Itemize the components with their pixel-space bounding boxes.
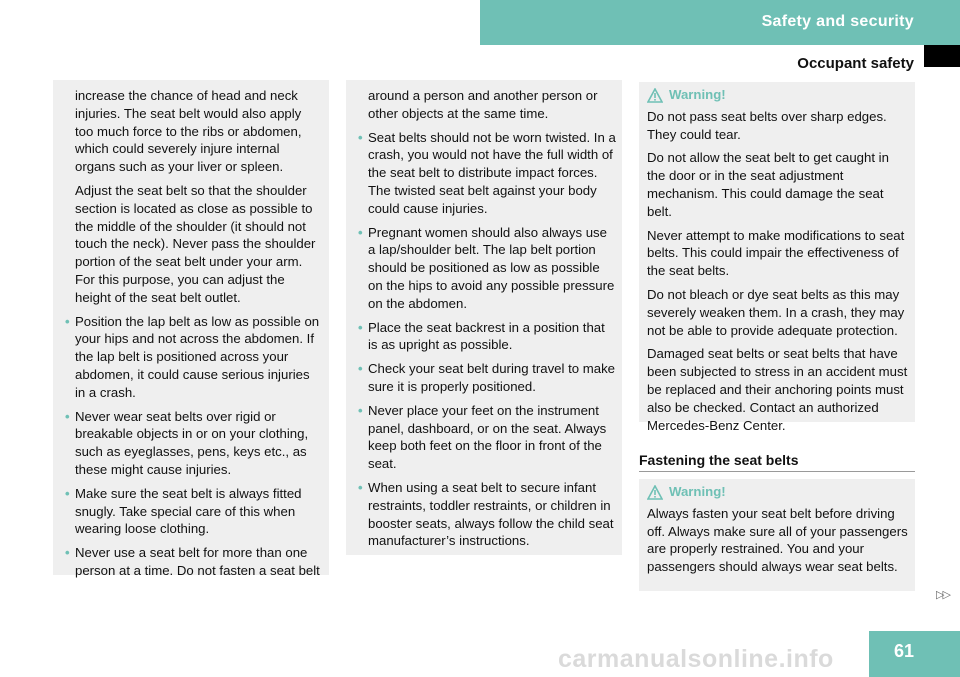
bullet-item: • Make sure the seat belt is always fitted snugly. Take special care of this when wearing loose clothing. [75,485,323,538]
column-2-bullet-list [368,129,616,551]
watermark: carmanualsonline.info [558,645,834,673]
warning-triangle-icon [647,88,663,103]
bullet-item: • Pregnant women should also always use a lap/shoulder belt. The lap belt portion should be positioned as low as possible on the hips to avoid any possible pressure on the abdomen. [368,224,616,313]
column-1-intro: increase the chance of head and neck injuries. The seat belt would also apply too much force to the ribs or abdomen, which could severely injure internal organs such as your liver or spleen. [75,88,302,175]
header-tab [480,0,960,45]
warning-paragraph: Damaged seat belts or seat belts that have been subjected to stress in an accident must be replaced and their anchoring points must also be checked. Contact an authorized Mercedes-Benz Center. [647,346,908,433]
column-1-adjust: Adjust the seat belt so that the shoulder section is located as close as possible to the middle of the shoulder (it should not touch the neck). Never pass the shoulder portion of the seat belt under your arm. For this purpose, you can adjust the height of the seat belt outlet. [75,182,316,305]
warning-title: Warning! [669,484,726,499]
warning-paragraph: Do not pass seat belts over sharp edges. They could tear. [647,108,887,142]
warning-paragraph: Do not bleach or dye seat belts as this may severely weaken them. In a crash, they may not be able to provide adequate protection. [647,286,905,338]
column-1-box [53,80,329,578]
bullet-item: • Position the lap belt as low as possible on your hips and not across the abdomen. If the lap belt is positioned across your abdomen, it could cause serious injuries in a crash. [75,313,323,402]
section-title: Safety and security [761,13,914,30]
bullet-item: • Place the seat backrest in a position that is as upright as possible. [368,319,616,355]
warning-paragraph: Always fasten your seat belt before driving off. Always make sure all of your passengers are properly restrained. You and your passengers should always wear seat belts. [647,505,908,575]
warning-paragraph: Never attempt to make modifications to seat belts. This could impair the effectiveness of the seat belts. [647,227,905,279]
page-number: 61 [893,641,914,661]
bullet-item: • Never place your feet on the instrument panel, dashboard, or on the seat. Always keep both feet on the floor in front of the seat. [368,402,616,473]
warning-box-fasten [639,479,915,591]
bullet-item: • When using a seat belt to secure infant restraints, toddler restraints, or children in booster seats, always follow the child seat manufacturer’s instructions. [368,479,616,550]
column-1-bullet-list [75,313,323,580]
column-2-box [346,80,622,555]
bullet-item: • Never use a seat belt for more than one person at a time. Do not fasten a seat belt [75,544,323,580]
warning-heading [647,483,909,501]
subsection-title: Occupant safety [797,55,914,72]
warning-heading [647,86,909,104]
warning-triangle-icon [647,485,663,500]
column-2-continuation: around a person and another person or other objects at the same time. [368,88,598,121]
bullet-item: • Seat belts should not be worn twisted. In a crash, you would not have the full width of the seat belt to distribute impact forces. The twisted seat belt against your body could cause injuries. [368,129,616,218]
fastening-seat-belts-heading: Fastening the seat belts [639,452,915,472]
continue-arrow-icon: ▷▷ [936,589,949,601]
bullet-item: • Never wear seat belts over rigid or breakable objects in or on your clothing, such as eyeglasses, pens, keys etc., as these might cause injuries. [75,408,323,479]
page-number-tab [869,631,960,677]
page-edge-marker [924,45,960,67]
bullet-item: • Check your seat belt during travel to make sure it is properly positioned. [368,360,616,396]
warning-paragraph: Do not allow the seat belt to get caught in the door or in the seat adjustment mechanism. This could damage the seat belt. [647,150,889,219]
warning-box-seat-belt-care [639,82,915,433]
warning-title: Warning! [669,87,726,102]
